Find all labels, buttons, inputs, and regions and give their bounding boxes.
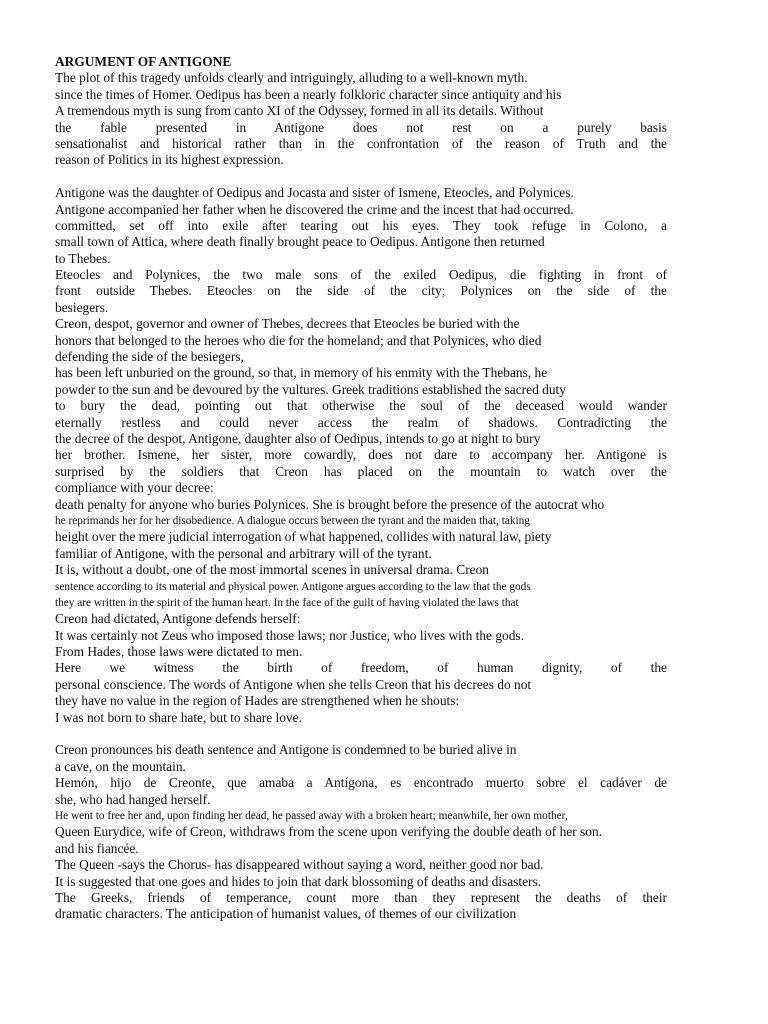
text-line: Eteocles and Polynices, the two male sons of the exiled Oedipus, die fighting in front of — [55, 267, 667, 283]
text-line: Creon pronounces his death sentence and Antigone is condemned to be buried alive in — [55, 742, 517, 758]
text-line: she, who had hanged herself. — [55, 791, 211, 807]
text-line: defending the side of the besiegers, — [55, 349, 244, 365]
paragraph-gap — [55, 169, 667, 185]
text-line: Antigone was the daughter of Oedipus and Jocasta and sister of Ismene, Eteocles, and Polynices. — [55, 185, 574, 201]
text-line: front outside Thebes. Eteocles on the side of the city; Polynices on the side of the — [55, 283, 667, 299]
text-line: The plot of this tragedy unfolds clearly and intriguingly, alluding to a well-known myth. — [55, 70, 528, 86]
text-line: familiar of Antigone, with the personal and arbitrary will of the tyrant. — [55, 545, 432, 561]
text-line: It is suggested that one goes and hides to join that dark blossoming of deaths and disasters. — [55, 873, 542, 889]
text-line: her brother. Ismene, her sister, more cowardly, does not dare to accompany her. Antigone is — [55, 447, 667, 463]
text-line: committed, set off into exile after tearing out his eyes. They took refuge in Colono, a — [55, 217, 667, 233]
text-line: they have no value in the region of Hades are strengthened when he shouts: — [55, 693, 460, 709]
text-line: A tremendous myth is sung from canto XI of the Odyssey, formed in all its details. Without — [55, 103, 544, 119]
text-line: Creon, despot, governor and owner of Thebes, decrees that Eteocles be buried with the — [55, 316, 520, 332]
text-line: Hemón, hijo de Creonte, que amaba a Antígona, es encontrado muerto sobre el cadáver de — [55, 775, 667, 791]
text-line: has been left unburied on the ground, so that, in memory of his enmity with the Thebans, he — [55, 365, 548, 381]
text-line: compliance with your decree: — [55, 480, 214, 496]
text-line: The Queen -says the Chorus- has disappeared without saying a word, neither good nor bad. — [55, 857, 544, 873]
text-line: eternally restless and could never access the realm of shadows. Contradicting the — [55, 414, 667, 430]
text-line: honors that belonged to the heroes who die for the homeland; and that Polynices, who died — [55, 332, 542, 348]
text-line: personal conscience. The words of Antigone when she tells Creon that his decrees do not — [55, 676, 532, 692]
text-line: sensationalist and historical rather than in the confrontation of the reason of Truth and the — [55, 135, 667, 151]
text-line: to bury the dead, pointing out that otherwise the soul of the deceased would wander — [55, 398, 667, 414]
text-line: a cave, on the mountain. — [55, 758, 186, 774]
text-line: I was not born to share hate, but to share love. — [55, 709, 302, 725]
text-line: Here we witness the birth of freedom, of human dignity, of the — [55, 660, 667, 676]
text-line: the decree of the despot, Antigone, daughter also of Oedipus, intends to go at night to bury — [55, 430, 541, 446]
text-line: they are written in the spirit of the human heart. In the face of the guilt of having violated the laws that — [55, 596, 519, 609]
text-line: to Thebes. — [55, 250, 111, 266]
text-line: height over the mere judicial interrogation of what happened, collides with natural law, piety — [55, 529, 552, 545]
text-line: From Hades, those laws were dictated to men. — [55, 644, 303, 660]
text-line: He went to free her and, upon finding her dead, he passed away with a broken heart; meanwhile, her own mother, — [55, 809, 568, 822]
text-line: and his fiancée. — [55, 840, 139, 856]
text-line: powder to the sun and be devoured by the vultures. Greek traditions established the sacred duty — [55, 381, 566, 397]
text-line: he reprimands her for her disobedience. A dialogue occurs between the tyrant and the maiden that, taking — [55, 514, 530, 527]
text-line: reason of Politics in its highest expression. — [55, 152, 284, 168]
text-line: Antigone accompanied her father when he discovered the crime and the incest that had occurred. — [55, 201, 574, 217]
text-line: surprised by the soldiers that Creon has placed on the mountain to watch over the — [55, 463, 667, 479]
document-title: ARGUMENT OF ANTIGONE — [55, 54, 232, 69]
text-line: It was certainly not Zeus who imposed those laws; nor Justice, who lives with the gods. — [55, 627, 524, 643]
text-line: the fable presented in Antigone does not rest on a purely basis — [55, 119, 667, 135]
paragraph-gap — [55, 726, 667, 742]
text-line: Queen Eurydice, wife of Creon, withdraws from the scene upon verifying the double death of her son. — [55, 824, 602, 840]
text-line: sentence according to its material and physical power. Antigone argues according to the law that the gods — [55, 580, 531, 593]
text-line: besiegers. — [55, 299, 109, 315]
text-line: dramatic characters. The anticipation of humanist values, of themes of our civilization — [55, 906, 517, 922]
text-line: Creon had dictated, Antigone defends herself: — [55, 611, 301, 627]
document-body — [55, 54, 667, 923]
text-line: death penalty for anyone who buries Polynices. She is brought before the presence of the autocrat who — [55, 496, 605, 512]
text-line: It is, without a doubt, one of the most immortal scenes in universal drama. Creon — [55, 562, 489, 578]
text-line: The Greeks, friends of temperance, count more than they represent the deaths of their — [55, 889, 667, 905]
text-line: small town of Attica, where death finally brought peace to Oedipus. Antigone then returned — [55, 234, 545, 250]
text-line: since the times of Homer. Oedipus has been a nearly folkloric character since antiquity and his — [55, 86, 562, 102]
